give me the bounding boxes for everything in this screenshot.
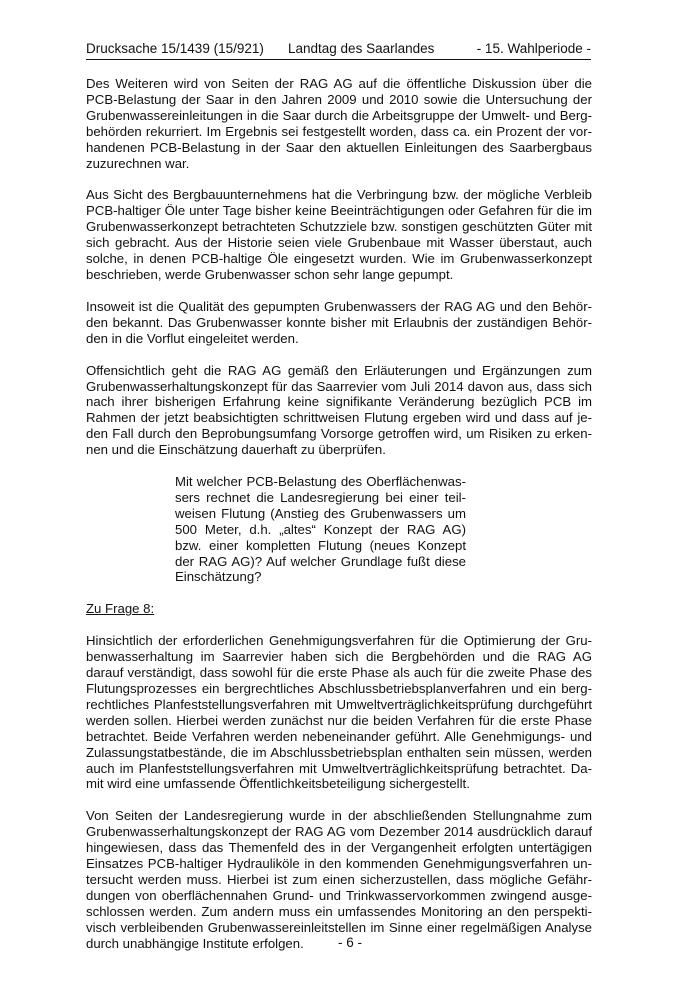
document-body	[86, 76, 592, 968]
paragraph: Insoweit ist die Qualität des gepumpten Grubenwassers der RAG AG und den Behörden bekannt. Das Grubenwasser konnte bisher mit Erlaubnis der zuständigen Behörden in die Vorflut eingeleitet werden.	[86, 298, 592, 346]
answer-paragraph: Hinsichtlich der erforderlichen Genehmigungsverfahren für die Optimierung der Grubenwasserhaltung im Saarrevier haben sich die Bergbehörden und die RAG AG darauf verständigt, dass sowohl für die erste Phase als auch für die zweite Phase des Flutungsprozesses ein bergrechtliches Abschlussbetriebsplanverfahren und ein bergrechtliches Planfeststellungsverfahren mit Umweltverträglichkeitsprüfung durchgeführt werden sollen. Hierbei werden zunächst nur die beiden Verfahren für die erste Phase betrachtet. Beide Verfahren werden nebeneinander geführt. Alle Genehmigungs- und Zulassungstatbestände, die im Abschlussbetriebsplan enthalten sein müssen, werden auch im Planfeststellungsverfahren mit Umweltverträglichkeitsprüfung betrachtet. Damit wird eine umfassende Öffentlichkeitsbeteiligung sichergestellt.	[86, 633, 592, 792]
page-number: - 6 -	[337, 935, 362, 950]
paragraph: Aus Sicht des Bergbauunternehmens hat die Verbringung bzw. der mögliche Verbleib PCB-haltiger Öle unter Tage bisher keine Beeinträchtigungen oder Gefahren für die im Grubenwasserkonzept betrachteten Schutzziele bzw. sonstigen geschützten Güter mit sich gebracht. Aus der Historie seien viele Grubenbaue mit Wasser überstaut, auch solche, in denen PCB-haltige Öle eingesetzt wurden. Wie im Grubenwasserkonzept beschrieben, werde Grubenwasser schon sehr lange gepumpt.	[86, 187, 592, 282]
question-block: Mit welcher PCB-Belastung des Oberflächenwassers rechnet die Landesregierung bei einer teilweisen Flutung (Anstieg des Grubenwassers um 500 Meter, d.h. „altes“ Konzept der RAG AG) bzw. einer kompletten Flutung (neues Konzept der RAG AG)? Auf welcher Grundlage fußt diese Einschätzung?	[175, 474, 466, 585]
answer-heading: Zu Frage 8:	[86, 601, 155, 617]
header-legislative-period: - 15. Wahlperiode -	[476, 41, 591, 56]
paragraph: Offensichtlich geht die RAG AG gemäß den Erläuterungen und Ergänzungen zum Grubenwasserhaltungskonzept für das Saarrevier vom Juli 2014 davon aus, dass sich nach ihrer bisherigen Erfahrung keine signifikante Veränderung bezüglich PCB im Rahmen der jetzt beabsichtigten schrittweisen Flutung ergeben wird und dass auf jeden Fall durch den Beprobungsumfang Vorsorge getroffen wird, um Risiken zu erkennen und die Einschätzung dauerhaft zu überprüfen.	[86, 362, 592, 458]
paragraph: Des Weiteren wird von Seiten der RAG AG auf die öffentliche Diskussion über die PCB-Belastung der Saar in den Jahren 2009 und 2010 sowie die Untersuchung der Grubenwassereinleitungen in die Saar durch die Arbeitsgruppe der Umwelt- und Bergbehörden rekurriert. Im Ergebnis sei festgestellt worden, dass ca. ein Prozent der vorhandenen PCB-Belastung in der Saar den aktuellen Einleitungen des Saarbergbaus zuzurechnen war.	[86, 76, 592, 171]
answer-paragraph: Von Seiten der Landesregierung wurde in der abschließenden Stellungnahme zum Grubenwasserhaltungskonzept der RAG AG vom Dezember 2014 ausdrücklich darauf hingewiesen, dass das Themenfeld des in der Vergangenheit erfolgten untertägigen Einsatzes PCB-haltiger Hydrauliköle in den kommenden Genehmigungsverfahren untersucht werden muss. Hierbei ist zum einen sicherzustellen, dass mögliche Gefährdungen von oberflächennahen Grund- und Trinkwasservorkommen zwingend ausgeschlossen werden. Zum andern muss ein umfassendes Monitoring an den perspektivisch verbleibenden Grubenwassereinleitstellen im Sinne einer regelmäßigen Analyse durch unabhängige Institute erfolgen.	[86, 808, 592, 951]
header-document-number: Drucksache 15/1439 (15/921)	[86, 41, 264, 56]
header-parliament: Landtag des Saarlandes	[288, 41, 435, 56]
page-header	[86, 41, 591, 60]
